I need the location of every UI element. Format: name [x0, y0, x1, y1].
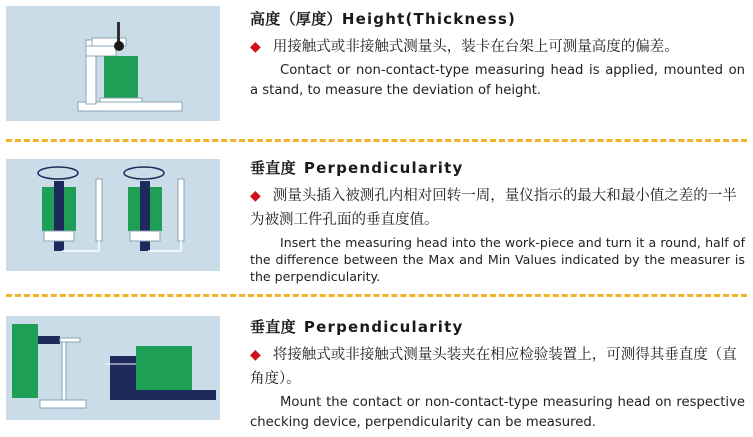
- perpendicularity1-title-en: Perpendicularity: [303, 159, 464, 177]
- diamond-bullet-icon: ◆: [250, 347, 261, 363]
- height-desc-cn-para: [250, 35, 745, 59]
- section-divider: [6, 139, 747, 142]
- height-desc-cn: 用接触式或非接触式测量头，装卡在台架上可测量高度的偏差。: [272, 39, 679, 55]
- perpendicularity1-desc-cn: 测量头插入被测孔内相对回转一周，量仪指示的最大和最小值之差的一半为被测工件孔面的垂直度值。: [250, 188, 737, 228]
- perpendicularity1-title-cn: 垂直度: [250, 159, 296, 177]
- perpendicularity2-desc-en-para: [250, 393, 745, 433]
- section-perpendicularity-1: [0, 145, 753, 293]
- perpendicularity1-text-block: [250, 157, 745, 285]
- perpendicularity2-desc-cn-para: [250, 343, 745, 391]
- perpendicularity-rotation-illustration: [6, 159, 220, 271]
- height-title-en: Height(Thickness): [341, 10, 517, 28]
- height-desc-en-para: [250, 61, 745, 101]
- height-text-block: [250, 8, 745, 101]
- perpendicularity1-desc-en-para: [250, 234, 745, 285]
- height-title: [250, 8, 745, 29]
- height-title-cn: 高度（厚度）: [250, 10, 342, 28]
- height-desc-en: Contact or non-contact-type measuring head is applied, mounted on a stand, to measure the deviation of height.: [250, 63, 745, 98]
- perpendicularity2-title: [250, 316, 745, 337]
- section-height: [0, 0, 753, 135]
- perpendicularity-fixture-illustration: [6, 316, 220, 420]
- perpendicularity1-title: [250, 157, 745, 178]
- perpendicularity2-text-block: [250, 316, 745, 433]
- perpendicularity2-title-en: Perpendicularity: [303, 318, 464, 336]
- perpendicularity1-desc-cn-para: [250, 184, 745, 232]
- height-measurement-illustration: [6, 6, 220, 121]
- rotation-gauge-diagram: [6, 159, 220, 271]
- perpendicularity2-desc-cn: 将接触式或非接触式测量头装夹在相应检验装置上，可测得其垂直度（直角度）。: [250, 347, 737, 387]
- fixture-diagram: [6, 316, 220, 420]
- height-stand-diagram: [6, 6, 220, 121]
- section-perpendicularity-2: [0, 300, 753, 437]
- diamond-bullet-icon: ◆: [250, 39, 261, 55]
- perpendicularity2-title-cn: 垂直度: [250, 318, 296, 336]
- diamond-bullet-icon: ◆: [250, 188, 261, 204]
- perpendicularity2-desc-en: Mount the contact or non-contact-type measuring head on respective checking device, perpendicularity can be measured.: [250, 395, 745, 430]
- section-divider: [6, 294, 747, 297]
- perpendicularity1-desc-en: Insert the measuring head into the work-piece and turn it a round, half of the difference between the Max and Min Values indicated by the measurer is the perpendicularity.: [250, 235, 745, 284]
